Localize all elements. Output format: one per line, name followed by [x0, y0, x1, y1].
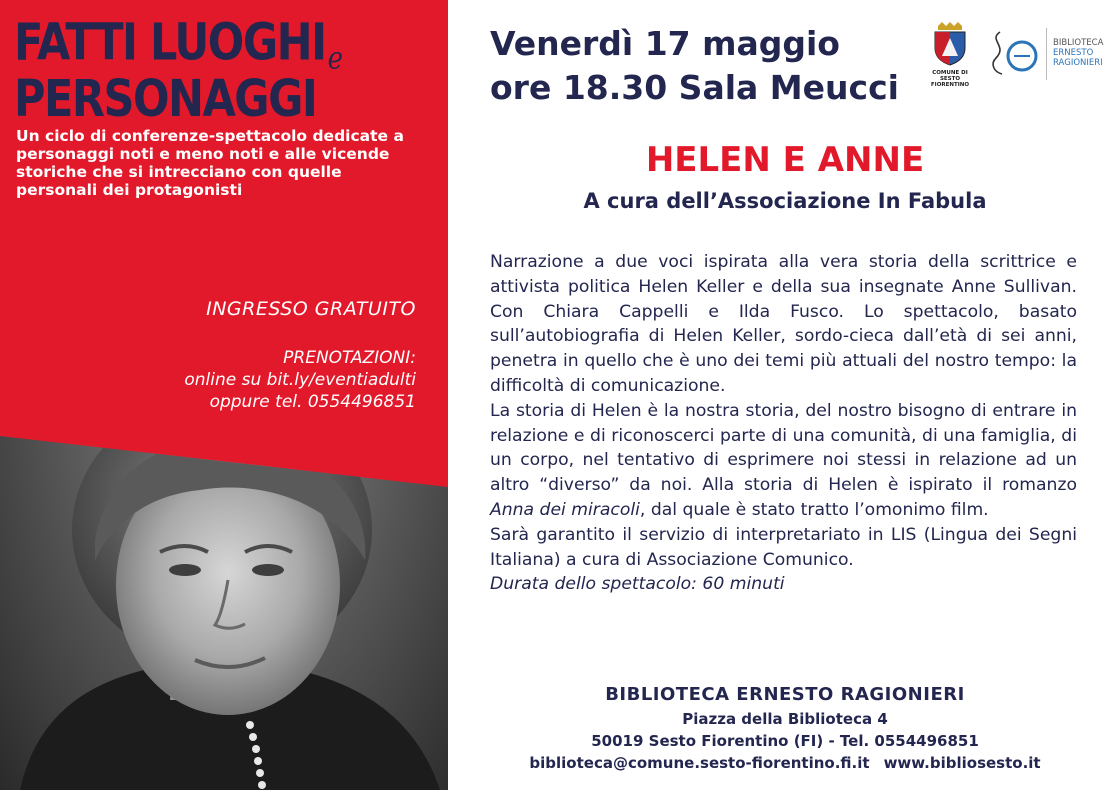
series-title-line1: FATTI LUOGHI	[14, 13, 326, 73]
description-paragraph-1: Narrazione a due voci ispirata alla vera storia della scrittrice e attivista politica Helen Keller e della sua insegnate Anne Sullivan. Con Chiara Cappelli e Ilda Fusco. Lo spettacolo, basato sull’autobiografia di Helen Keller, sordo-cieca dall’età di sei anni, penetra in quello che è uno dei temi più attuali del nostro tempo: la difficoltà di comunicazione.	[490, 252, 1077, 396]
footer	[490, 682, 1080, 774]
booking-online-link[interactable]: online su bit.ly/eventiadulti	[184, 370, 416, 390]
library-logo-line1: BIBLIOTECA	[1053, 38, 1104, 48]
novel-title: Anna dei miracoli	[490, 499, 640, 520]
coat-of-arms-icon	[930, 22, 970, 66]
library-logo	[986, 24, 1110, 82]
coat-caption-2: SESTO FIORENTINO	[930, 76, 970, 88]
free-entry-label: INGRESSO GRATUITO	[206, 298, 416, 320]
footer-library-name: BIBLIOTECA ERNESTO RAGIONIERI	[605, 684, 965, 705]
logo-divider	[1046, 28, 1047, 80]
footer-contacts	[490, 752, 1080, 774]
event-date: Venerdì 17 maggio	[490, 24, 840, 63]
show-title: HELEN E ANNE	[645, 140, 925, 180]
left-panel	[0, 0, 448, 790]
show-description	[490, 250, 1077, 597]
series-description: Un ciclo di conferenze-spettacolo dedicate a personaggi noti e meno noti e alle vicende storiche che si intrecciano con quelle personali dei protagonisti	[16, 127, 404, 199]
comune-coat-of-arms	[924, 22, 976, 88]
footer-address-2: 50019 Sesto Fiorentino (FI) - Tel. 0554496851	[591, 732, 979, 750]
series-title-conjunction: e	[327, 41, 344, 77]
library-logo-icon	[986, 24, 1044, 82]
coat-caption-1: COMUNE DI	[932, 70, 968, 76]
series-title	[14, 13, 344, 129]
library-logo-line2: ERNESTO	[1053, 48, 1094, 58]
logos	[924, 22, 1109, 88]
paragraph-2-text: La storia di Helen è la nostra storia, del nostro bisogno di entrare in relazione e di riconoscerci parte di una comunità, di una famiglia, di un corpo, nel tentativo di esprimere noi stessi in relazione ad un altro “diverso” da noi. Alla storia di Helen è ispirato il romanzo	[490, 400, 1077, 496]
show-subtitle: A cura dell’Associazione In Fabula	[583, 189, 987, 213]
show-duration: Durata dello spettacolo: 60 minuti	[490, 574, 785, 595]
footer-address-1: Piazza della Biblioteca 4	[682, 710, 888, 728]
library-logo-text	[1053, 38, 1103, 68]
footer-website-link[interactable]: www.bibliosesto.it	[883, 754, 1041, 772]
booking-label: PRENOTAZIONI:	[283, 348, 416, 368]
series-title-line2: PERSONAGGI	[14, 69, 317, 129]
library-logo-line3: RAGIONIERI	[1053, 58, 1103, 68]
event-date-time	[490, 22, 899, 110]
paragraph-2-text-end: , dal quale è stato tratto l’omonimo film.	[639, 499, 989, 520]
event-time-place: ore 18.30 Sala Meucci	[490, 68, 899, 107]
booking-phone: oppure tel. 0554496851	[209, 392, 416, 412]
description-paragraph-2	[490, 399, 1077, 523]
footer-email-link[interactable]: biblioteca@comune.sesto-fiorentino.fi.it	[529, 754, 870, 772]
description-paragraph-3: Sarà garantito il servizio di interpretariato in LIS (Lingua dei Segni Italiana) a cura di Associazione Comunico.	[490, 524, 1077, 570]
booking-info	[184, 347, 416, 413]
